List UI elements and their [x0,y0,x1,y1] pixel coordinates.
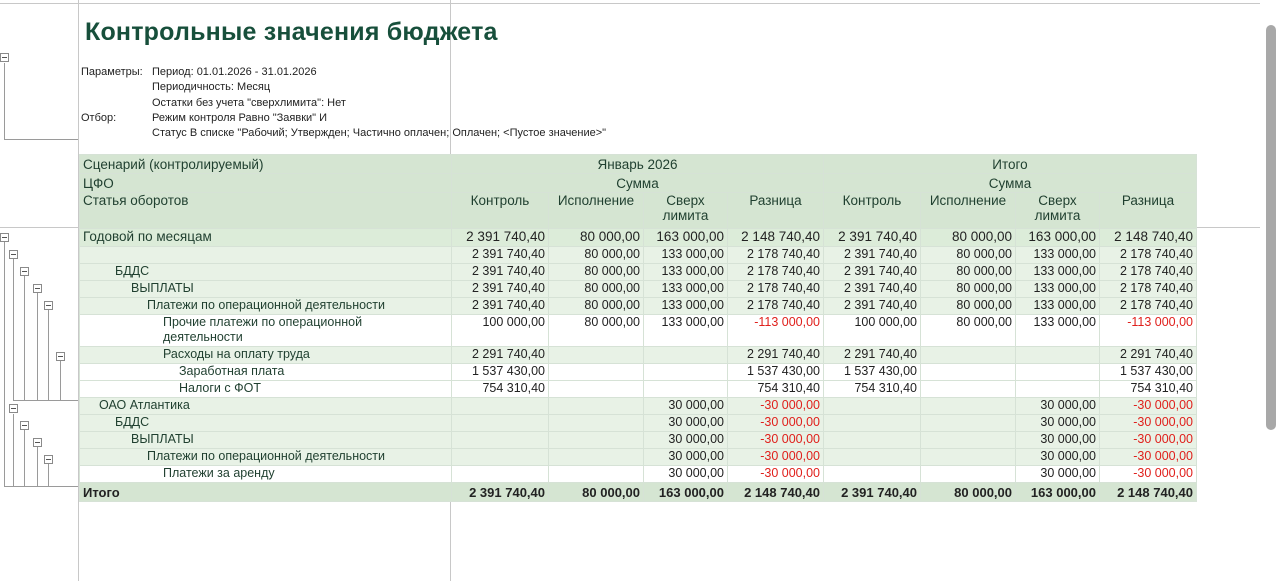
value-cell [921,466,1016,483]
top-border-line [0,3,1260,4]
table-row[interactable] [80,247,1197,264]
value-cell: 80 000,00 [549,247,644,264]
filter-label: Отбор: [81,111,117,124]
value-cell: 100 000,00 [452,315,549,347]
header-control: Контроль [452,193,549,229]
value-cell [921,432,1016,449]
value-cell: 163 000,00 [644,229,728,247]
value-cell: 1 537 430,00 [1100,364,1197,381]
header-over-limit: Сверх лимита [1016,193,1100,229]
value-cell [644,381,728,398]
table-row[interactable] [80,432,1197,449]
value-cell: 133 000,00 [644,298,728,315]
collapse-row-toggle[interactable] [44,455,53,464]
value-cell: 1 537 430,00 [728,364,824,381]
param-over-limit: Остатки без учета "сверхлимита": Нет [152,96,346,109]
value-cell: 2 391 740,40 [824,247,921,264]
header-period-total: Итого [824,155,1197,174]
value-cell: -30 000,00 [728,466,824,483]
collapse-row-toggle[interactable] [9,250,18,259]
value-cell: 133 000,00 [644,315,728,347]
value-cell: 2 291 740,40 [824,347,921,364]
collapse-row-toggle[interactable] [20,267,29,276]
total-row[interactable] [80,483,1197,502]
value-cell [549,415,644,432]
total-value-cell: 2 391 740,40 [824,483,921,502]
header-execution: Исполнение [549,193,644,229]
value-cell: 2 391 740,40 [452,229,549,247]
value-cell [824,432,921,449]
value-cell [549,466,644,483]
value-cell: 133 000,00 [1016,315,1100,347]
value-cell [549,449,644,466]
value-cell: 30 000,00 [644,415,728,432]
value-cell [824,466,921,483]
value-cell: 80 000,00 [921,281,1016,298]
value-cell [549,347,644,364]
vertical-scrollbar[interactable] [1266,25,1276,430]
table-body [80,229,1197,502]
value-cell: -30 000,00 [728,398,824,415]
row-label: ОАО Атлантика [80,398,452,415]
value-cell: 2 391 740,40 [824,264,921,281]
value-cell: 2 391 740,40 [452,281,549,298]
value-cell: 2 178 740,40 [1100,264,1197,281]
value-cell: 100 000,00 [824,315,921,347]
value-cell: -30 000,00 [728,415,824,432]
value-cell [549,432,644,449]
value-cell: -30 000,00 [728,449,824,466]
value-cell: 80 000,00 [921,247,1016,264]
value-cell [1016,364,1100,381]
value-cell [921,449,1016,466]
value-cell [452,432,549,449]
row-label: ВЫПЛАТЫ [80,432,452,449]
report-title: Контрольные значения бюджета [85,18,498,46]
value-cell: 2 178 740,40 [1100,298,1197,315]
table-row[interactable] [80,364,1197,381]
row-label: Заработная плата [80,364,452,381]
value-cell: 2 148 740,40 [1100,229,1197,247]
value-cell: 2 291 740,40 [1100,347,1197,364]
total-value-cell: 163 000,00 [1016,483,1100,502]
header-group-line [4,63,5,139]
value-cell: -30 000,00 [1100,449,1197,466]
collapse-header-toggle[interactable] [0,53,9,62]
value-cell: 2 178 740,40 [728,247,824,264]
row-label: Платежи по операционной деятельности [80,449,452,466]
table-row[interactable] [80,381,1197,398]
table-row[interactable] [80,449,1197,466]
collapse-row-toggle[interactable] [9,404,18,413]
value-cell [824,415,921,432]
row-label: ВЫПЛАТЫ [80,281,452,298]
value-cell: 80 000,00 [921,298,1016,315]
total-value-cell: 2 148 740,40 [728,483,824,502]
value-cell: 80 000,00 [921,264,1016,281]
header-control: Контроль [824,193,921,229]
total-value-cell: 80 000,00 [549,483,644,502]
row-label [80,247,452,264]
total-value-cell: 80 000,00 [921,483,1016,502]
header-sum: Сумма [824,174,1197,193]
value-cell: 2 391 740,40 [824,281,921,298]
header-difference: Разница [1100,193,1197,229]
value-cell [921,398,1016,415]
value-cell [1016,381,1100,398]
value-cell: 133 000,00 [1016,281,1100,298]
value-cell [452,466,549,483]
value-cell: -30 000,00 [1100,398,1197,415]
report-parameters [81,65,606,141]
value-cell: 2 178 740,40 [1100,247,1197,264]
value-cell: 2 391 740,40 [824,229,921,247]
value-cell: 133 000,00 [644,247,728,264]
table-row[interactable] [80,398,1197,415]
value-cell: 30 000,00 [1016,466,1100,483]
value-cell: 2 391 740,40 [452,247,549,264]
value-cell: 2 391 740,40 [452,298,549,315]
table-row[interactable] [80,466,1197,483]
value-cell: 2 291 740,40 [452,347,549,364]
value-cell: 80 000,00 [549,229,644,247]
row-label: БДДС [80,264,452,281]
collapse-row-toggle[interactable] [0,233,9,242]
value-cell: 754 310,40 [452,381,549,398]
value-cell [452,449,549,466]
value-cell: 80 000,00 [549,281,644,298]
value-cell [824,449,921,466]
value-cell: -30 000,00 [1100,432,1197,449]
value-cell: 754 310,40 [728,381,824,398]
value-cell: 30 000,00 [1016,432,1100,449]
value-cell: 30 000,00 [1016,415,1100,432]
value-cell: 754 310,40 [1100,381,1197,398]
table-row[interactable] [80,347,1197,364]
value-cell: 1 537 430,00 [824,364,921,381]
header-scenario: Сценарий (контролируемый) [80,155,452,174]
row-label-line: Прочие платежи по операционной [163,315,363,329]
value-cell: 133 000,00 [1016,264,1100,281]
value-cell: 2 291 740,40 [728,347,824,364]
collapse-row-toggle[interactable] [33,284,42,293]
value-cell: 80 000,00 [921,315,1016,347]
value-cell [452,415,549,432]
row-label: Годовой по месяцам [80,229,452,247]
header-period-january: Январь 2026 [452,155,824,174]
value-cell: 80 000,00 [921,229,1016,247]
row-label: Расходы на оплату труда [80,347,452,364]
value-cell [644,364,728,381]
value-cell: 80 000,00 [549,315,644,347]
value-cell: 2 148 740,40 [728,229,824,247]
params-label: Параметры: [81,66,143,78]
value-cell [921,415,1016,432]
collapse-row-toggle[interactable] [33,438,42,447]
table-row[interactable] [80,415,1197,432]
value-cell: 80 000,00 [549,298,644,315]
value-cell: -113 000,00 [728,315,824,347]
row-label: Налоги с ФОТ [80,381,452,398]
total-value-cell: 2 391 740,40 [452,483,549,502]
value-cell: 30 000,00 [644,466,728,483]
value-cell [549,381,644,398]
value-cell [824,398,921,415]
value-cell: 30 000,00 [1016,449,1100,466]
value-cell: 133 000,00 [644,264,728,281]
row-label: Платежи за аренду [80,466,452,483]
value-cell [921,347,1016,364]
collapse-row-toggle[interactable] [44,301,53,310]
value-cell: 163 000,00 [1016,229,1100,247]
row-label: Платежи по операционной деятельности [80,298,452,315]
header-article: Статья оборотов [80,193,452,229]
value-cell: 754 310,40 [824,381,921,398]
total-value-cell: 163 000,00 [644,483,728,502]
total-label: Итого [80,483,452,502]
row-label-line: деятельности [163,330,243,344]
param-periodicity: Периодичность: Месяц [152,81,271,94]
header-sum: Сумма [452,174,824,193]
value-cell: 2 178 740,40 [728,281,824,298]
row-label [80,315,452,347]
value-cell: 30 000,00 [644,432,728,449]
value-cell [921,381,1016,398]
value-cell [452,398,549,415]
value-cell: 133 000,00 [644,281,728,298]
table-row[interactable] [80,264,1197,281]
collapse-row-toggle[interactable] [20,421,29,430]
param-period: Период: 01.01.2026 - 31.01.2026 [152,66,317,78]
value-cell: -30 000,00 [1100,466,1197,483]
value-cell: 133 000,00 [1016,247,1100,264]
value-cell: 2 178 740,40 [728,264,824,281]
table-row[interactable] [80,281,1197,298]
filter-control-mode: Режим контроля Равно "Заявки" И [152,111,328,124]
value-cell: -30 000,00 [728,432,824,449]
value-cell: -113 000,00 [1100,315,1197,347]
row-label: БДДС [80,415,452,432]
value-cell: 1 537 430,00 [452,364,549,381]
value-cell: 133 000,00 [1016,298,1100,315]
value-cell [1016,347,1100,364]
value-cell: 30 000,00 [644,398,728,415]
header-cfo: ЦФО [80,174,452,193]
value-cell: 80 000,00 [549,264,644,281]
value-cell [644,347,728,364]
header-difference: Разница [728,193,824,229]
table-row[interactable] [80,298,1197,315]
collapse-row-toggle[interactable] [56,352,65,361]
value-cell: 2 391 740,40 [824,298,921,315]
header-over-limit: Сверх лимита [644,193,728,229]
value-cell: 2 391 740,40 [452,264,549,281]
table-row[interactable] [80,229,1197,247]
value-cell: -30 000,00 [1100,415,1197,432]
header-group-line-end [4,139,78,140]
total-value-cell: 2 148 740,40 [1100,483,1197,502]
value-cell [549,398,644,415]
value-cell: 2 178 740,40 [1100,281,1197,298]
value-cell: 2 178 740,40 [728,298,824,315]
budget-table [79,154,1197,502]
header-execution: Исполнение [921,193,1016,229]
filter-status: Статус В списке "Рабочий; Утвержден; Частично оплачен; Оплачен; <Пустое значение>" [152,127,607,140]
value-cell: 30 000,00 [1016,398,1100,415]
value-cell: 30 000,00 [644,449,728,466]
value-cell [921,364,1016,381]
value-cell [549,364,644,381]
table-row[interactable] [80,315,1197,347]
